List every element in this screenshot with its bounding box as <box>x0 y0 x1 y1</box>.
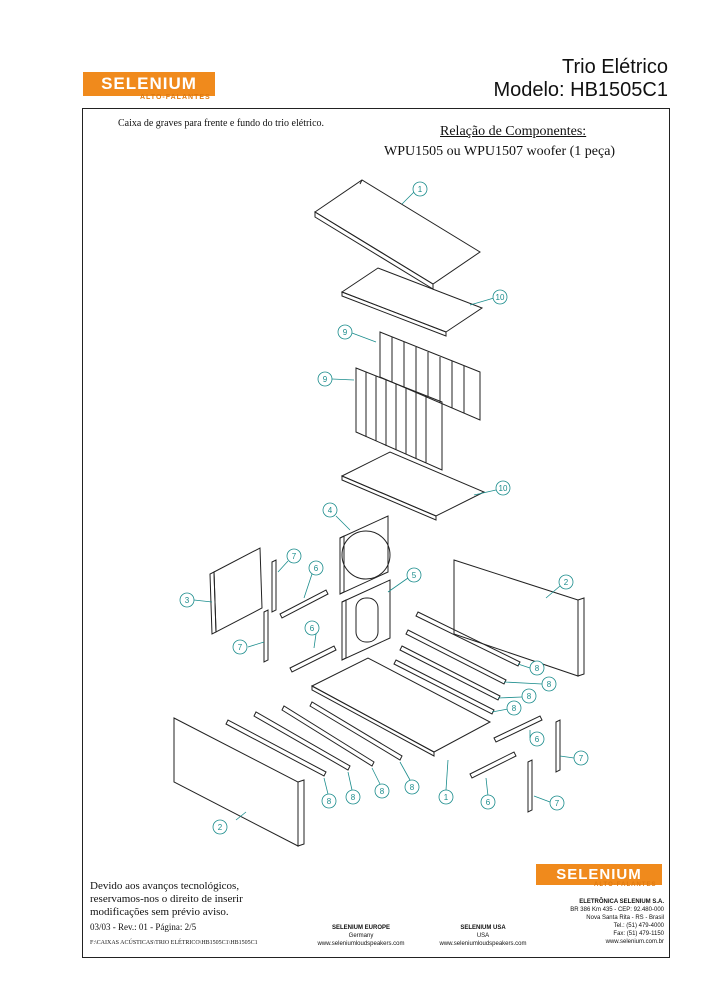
svg-text:7: 7 <box>291 552 297 561</box>
part-batten-6b <box>290 646 336 672</box>
callout-8-r1 <box>518 661 544 675</box>
callout-8-r3 <box>498 689 536 703</box>
company-name: ELETRÔNICA SELENIUM S.A. <box>579 899 664 905</box>
callout-5 <box>388 568 421 592</box>
callout-8-l1 <box>322 778 336 808</box>
usa-country: USA <box>476 933 490 939</box>
callout-8-l3 <box>372 768 389 798</box>
part-batten-6a <box>280 590 328 618</box>
svg-text:8: 8 <box>511 704 517 713</box>
callout-6-right <box>530 730 544 746</box>
svg-text:4: 4 <box>327 506 333 515</box>
svg-text:8: 8 <box>534 664 540 673</box>
callout-10-lower <box>474 481 510 495</box>
svg-text:2: 2 <box>217 823 223 832</box>
svg-text:7: 7 <box>237 643 243 652</box>
components-line: WPU1505 ou WPU1507 woofer (1 peça) <box>384 144 616 159</box>
components-heading: Relação de Componentes: <box>440 124 587 139</box>
part-side-panel <box>214 548 262 632</box>
callout-7-right <box>560 751 588 765</box>
company-fax: Fax: (51) 479-1150 <box>613 931 664 937</box>
svg-text:3: 3 <box>184 596 190 605</box>
callout-2-bottom <box>213 812 246 834</box>
svg-text:7: 7 <box>578 754 584 763</box>
part-brace-lower <box>356 368 442 470</box>
part-batten-7c <box>556 720 560 772</box>
usa-url[interactable]: www.seleniumloudspeakers.com <box>439 941 527 947</box>
svg-text:1: 1 <box>417 185 423 194</box>
callout-7-middle <box>233 640 264 654</box>
svg-text:8: 8 <box>326 797 332 806</box>
part-batten-6d <box>470 752 516 778</box>
part-batten-7b <box>264 610 268 662</box>
svg-text:8: 8 <box>409 783 415 792</box>
svg-text:10: 10 <box>498 484 508 493</box>
callout-7-upper <box>278 549 301 572</box>
europe-country: Germany <box>348 933 374 939</box>
svg-text:8: 8 <box>379 787 385 796</box>
svg-text:8: 8 <box>526 692 532 701</box>
footer-logo-sub: ALTO-FALANTES <box>594 882 657 888</box>
page-title: Trio Elétrico <box>562 56 668 78</box>
model-title: Modelo: HB1505C1 <box>493 79 668 101</box>
notice-line-2: reservamos-nos o direito de inserir <box>90 893 243 905</box>
callout-8-l4 <box>400 762 419 794</box>
part-brace-upper <box>380 332 480 420</box>
svg-text:6: 6 <box>485 798 491 807</box>
svg-text:8: 8 <box>350 793 356 802</box>
callout-3 <box>180 593 212 607</box>
company-city: Nova Santa Rita - RS - Brasil <box>586 915 664 921</box>
callout-1-bottom <box>439 760 453 804</box>
notice-line-3: modificações sem prévio aviso. <box>90 906 229 918</box>
company-tel: Tel.: (51) 479-4000 <box>613 923 664 929</box>
svg-text:5: 5 <box>411 571 417 580</box>
callout-8-r4 <box>492 701 521 715</box>
svg-text:6: 6 <box>309 624 315 633</box>
callout-9-lower <box>318 372 354 386</box>
part-front-panel <box>174 718 298 846</box>
usa-block <box>418 924 548 948</box>
callout-1-top <box>402 182 427 204</box>
part-batten-7a <box>272 560 276 612</box>
callout-6-bottom <box>481 778 495 809</box>
part-baffle-port <box>342 580 390 660</box>
usa-title: SELENIUM USA <box>460 925 506 931</box>
company-site[interactable]: www.selenium.com.br <box>605 939 664 945</box>
callout-6-middle <box>305 621 319 648</box>
svg-text:6: 6 <box>534 735 540 744</box>
callout-8-l2 <box>346 772 360 804</box>
drawing-caption: Caixa de graves para frente e fundo do trio elétrico. <box>118 118 325 129</box>
europe-block <box>296 924 426 948</box>
revision-info: 03/03 - Rev.: 01 - Página: 2/5 <box>90 922 197 932</box>
header-logo-sub: ALTO-FALANTES <box>140 94 211 101</box>
svg-text:9: 9 <box>322 375 328 384</box>
svg-text:8: 8 <box>546 680 552 689</box>
svg-text:7: 7 <box>554 799 560 808</box>
part-batten-7d <box>528 760 532 812</box>
file-path: F:\CAIXAS ACÚSTICAS\TRIO ELÉTRICO\HB1505C1\HB1505C1 <box>90 940 258 946</box>
europe-title: SELENIUM EUROPE <box>331 925 390 931</box>
part-side-panel-right <box>454 560 578 676</box>
notice-line-1: Devido aos avanços tecnológicos, <box>90 880 240 892</box>
callout-4 <box>323 503 350 530</box>
company-block <box>546 898 664 946</box>
callout-9-upper <box>338 325 376 342</box>
svg-text:10: 10 <box>495 293 505 302</box>
svg-text:6: 6 <box>313 564 319 573</box>
callout-10-upper <box>470 290 507 305</box>
callout-6-upper <box>304 561 323 598</box>
callout-7-bottom <box>534 796 564 810</box>
svg-text:9: 9 <box>342 328 348 337</box>
company-address: BR 386 Km 435 - CEP: 92.480-000 <box>570 907 664 913</box>
europe-url[interactable]: www.seleniumloudspeakers.com <box>317 941 405 947</box>
footer-logo: SELENIUM <box>536 864 662 885</box>
header-logo: SELENIUM <box>83 72 215 96</box>
svg-text:2: 2 <box>563 578 569 587</box>
svg-text:1: 1 <box>443 793 449 802</box>
